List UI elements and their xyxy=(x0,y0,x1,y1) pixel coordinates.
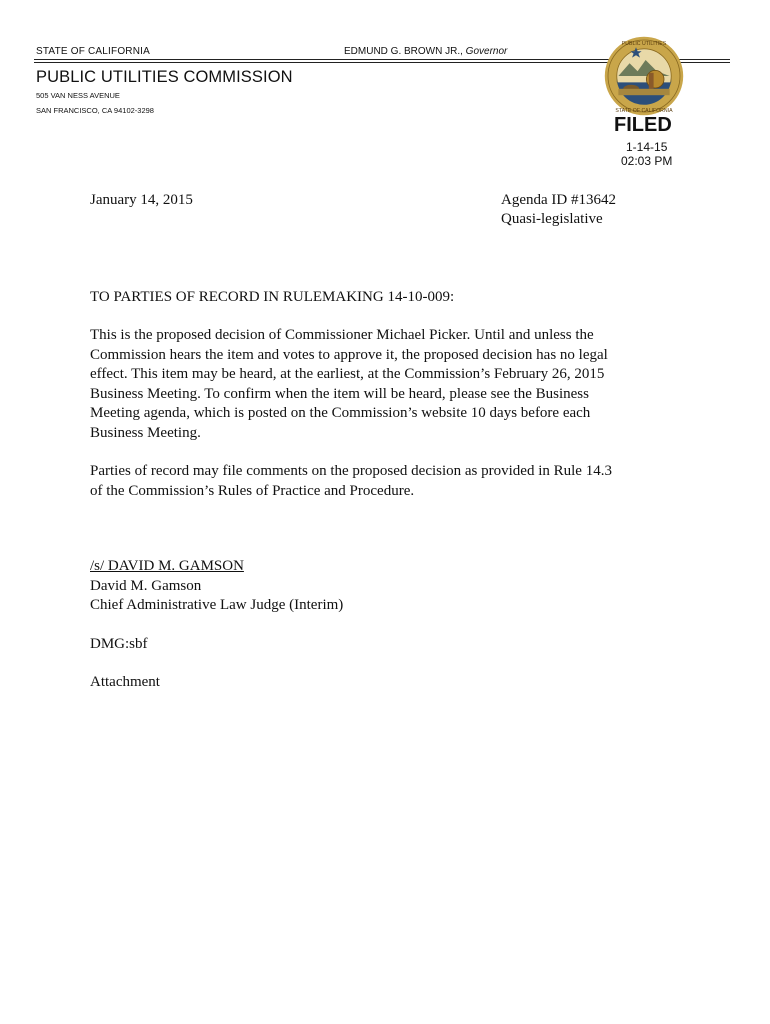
paragraph-line: Business Meeting. xyxy=(90,424,201,441)
address-line-2: SAN FRANCISCO, CA 94102-3298 xyxy=(36,106,154,115)
signer-title: Chief Administrative Law Judge (Interim) xyxy=(90,597,344,613)
attachment-note: Attachment xyxy=(90,674,160,690)
paragraph-line: Parties of record may file comments on the proposed decision as provided in Rule 14.3 xyxy=(90,463,612,479)
header-governor xyxy=(344,46,507,57)
address-line-1: 505 VAN NESS AVENUE xyxy=(36,91,120,100)
signature-line: /s/ DAVID M. GAMSON xyxy=(90,558,244,574)
governor-name: EDMUND G. BROWN JR., xyxy=(344,46,463,57)
svg-text:PUBLIC UTILITIES: PUBLIC UTILITIES xyxy=(621,40,667,47)
paragraph-comments xyxy=(90,462,690,501)
paragraph-line: of the Commission’s Rules of Practice and Procedure. xyxy=(90,482,415,499)
svg-text:STATE OF CALIFORNIA: STATE OF CALIFORNIA xyxy=(615,108,673,114)
proceeding-category: Quasi-legislative xyxy=(501,211,603,227)
governor-title: Governor xyxy=(465,46,508,57)
salutation: TO PARTIES OF RECORD IN RULEMAKING 14-10-009: xyxy=(90,289,455,305)
paragraph-line: This is the proposed decision of Commissioner Michael Picker. Until and unless the xyxy=(90,327,594,343)
paragraph-line: Commission hears the item and votes to approve it, the proposed decision has no legal xyxy=(90,346,608,363)
agency-name: PUBLIC UTILITIES COMMISSION xyxy=(36,68,293,86)
paragraph-line: Meeting agenda, which is posted on the Commission’s website 10 days before each xyxy=(90,405,591,421)
agenda-id: Agenda ID #13642 xyxy=(501,192,616,208)
typist-initials: DMG:sbf xyxy=(90,636,148,652)
filed-stamp-time: 02:03 PM xyxy=(621,154,673,168)
paragraph-line: effect. This item may be heard, at the earliest, at the Commission’s February 26, 2015 xyxy=(90,366,605,382)
paragraph-proposed-decision xyxy=(90,326,690,443)
filed-stamp-label: FILED xyxy=(614,114,672,136)
signer-name: David M. Gamson xyxy=(90,578,202,594)
commission-seal-icon xyxy=(604,36,684,116)
filed-stamp-date: 1-14-15 xyxy=(626,140,668,154)
letter-date: January 14, 2015 xyxy=(90,192,193,208)
paragraph-line: Business Meeting. To confirm when the item will be heard, please see the Business xyxy=(90,385,589,402)
header-state: STATE OF CALIFORNIA xyxy=(36,46,150,57)
